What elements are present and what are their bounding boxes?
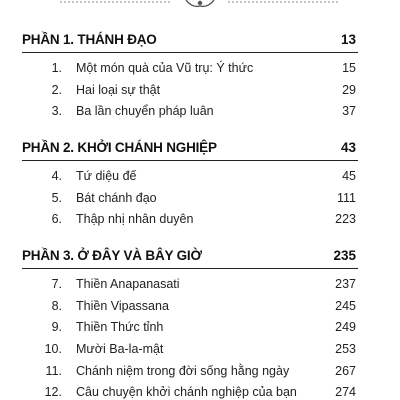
chapter-page-number: 45 bbox=[342, 168, 356, 183]
chapter-page-number: 267 bbox=[335, 363, 356, 378]
chapter-page-number: 249 bbox=[335, 320, 356, 335]
toc-entry[interactable] bbox=[22, 208, 358, 230]
chapter-title: Tứ diệu đế bbox=[76, 168, 137, 183]
toc-entry[interactable] bbox=[22, 295, 358, 317]
table-of-contents bbox=[22, 26, 358, 400]
part-heading[interactable] bbox=[22, 26, 358, 52]
part-2 bbox=[22, 134, 358, 230]
chapter-title: Thập nhị nhân duyên bbox=[76, 212, 194, 227]
toc-entry[interactable] bbox=[22, 360, 358, 382]
chapter-number: 10. bbox=[44, 342, 62, 357]
chapter-title: Bát chánh đạo bbox=[76, 190, 157, 205]
part-1 bbox=[22, 26, 358, 122]
toc-entry[interactable] bbox=[22, 338, 358, 360]
chapter-number: 12. bbox=[44, 385, 62, 400]
chapter-number: 8. bbox=[51, 298, 62, 313]
chapter-page-number: 29 bbox=[342, 82, 356, 97]
toc-entry[interactable] bbox=[22, 382, 358, 400]
chapter-title: Câu chuyện khởi chánh nghiệp của bạn bbox=[76, 385, 297, 400]
chapter-number: 3. bbox=[51, 104, 62, 119]
part-heading[interactable] bbox=[22, 134, 358, 160]
toc-entry[interactable] bbox=[22, 100, 358, 122]
divider bbox=[22, 52, 358, 53]
part-3 bbox=[22, 242, 358, 400]
chapter-title: Một món quà của Vũ trụ: Ý thức bbox=[76, 60, 254, 75]
divider bbox=[22, 160, 358, 161]
part-page-number: 235 bbox=[333, 247, 356, 263]
part-page-number: 13 bbox=[340, 31, 356, 47]
chapter-number: 6. bbox=[51, 212, 62, 227]
chapter-page-number: 253 bbox=[335, 342, 356, 357]
chapter-title: Thiền Anapanasati bbox=[76, 276, 180, 291]
chapter-number: 11. bbox=[45, 363, 62, 378]
part-title: PHẦN 1. THÁNH ĐẠO bbox=[22, 31, 157, 47]
chapter-title: Thiền Thức tỉnh bbox=[76, 320, 164, 335]
chapter-page-number: 15 bbox=[342, 60, 356, 75]
ornament-icon bbox=[0, 0, 400, 12]
chapter-number: 9. bbox=[51, 320, 62, 335]
chapter-title: Thiền Vipassana bbox=[76, 298, 169, 313]
part-page-number: 43 bbox=[340, 139, 356, 155]
toc-entry[interactable] bbox=[22, 273, 358, 295]
toc-entry[interactable] bbox=[22, 57, 358, 79]
chapter-title: Ba lần chuyển pháp luân bbox=[76, 104, 214, 119]
chapter-number: 1. bbox=[51, 60, 62, 75]
part-title: PHẦN 3. Ở ĐÂY VÀ BÂY GIỜ bbox=[22, 247, 202, 263]
toc-entry[interactable] bbox=[22, 165, 358, 187]
chapter-page-number: 274 bbox=[335, 385, 356, 400]
chapter-title: Hai loại sự thật bbox=[76, 82, 161, 97]
chapter-number: 2. bbox=[51, 82, 62, 97]
chapter-title: Mười Ba-la-mật bbox=[76, 342, 164, 357]
toc-entry[interactable] bbox=[22, 317, 358, 339]
chapter-page-number: 245 bbox=[335, 298, 356, 313]
chapter-page-number: 237 bbox=[335, 276, 356, 291]
chapter-number: 5. bbox=[51, 190, 62, 205]
chapter-number: 7. bbox=[51, 276, 62, 291]
chapter-title: Chánh niệm trong đời sống hằng ngày bbox=[76, 363, 290, 378]
chapter-number: 4. bbox=[51, 168, 62, 183]
divider bbox=[22, 268, 358, 269]
part-heading[interactable] bbox=[22, 242, 358, 268]
chapter-page-number: 37 bbox=[342, 104, 356, 119]
part-title: PHẦN 2. KHỞI CHÁNH NGHIỆP bbox=[22, 139, 217, 155]
toc-entry[interactable] bbox=[22, 187, 358, 209]
chapter-page-number: 223 bbox=[335, 212, 356, 227]
toc-entry[interactable] bbox=[22, 79, 358, 101]
chapter-page-number: 111 bbox=[336, 190, 356, 205]
